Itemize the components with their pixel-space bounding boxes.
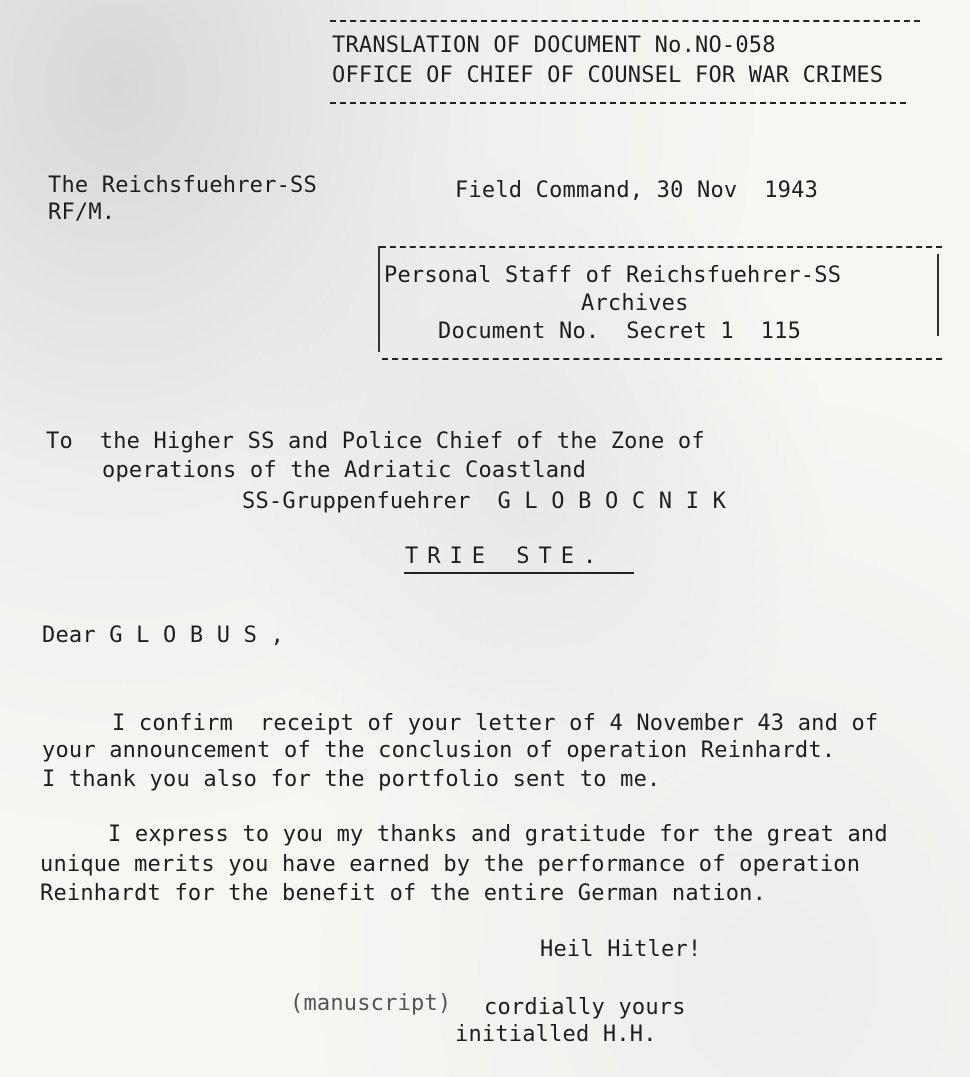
closing-initialled: initialled H.H.: [455, 1022, 657, 1047]
sender-line-2: RF/M.: [48, 200, 116, 225]
header-line-1: TRANSLATION OF DOCUMENT No.NO-058: [332, 33, 776, 58]
header-top-rule: [330, 20, 920, 22]
body-p1-line-3: I thank you also for the portfolio sent to me.: [42, 767, 661, 792]
dateline: Field Command, 30 Nov 1943: [455, 178, 819, 203]
header-line-2: OFFICE OF CHIEF OF COUNSEL FOR WAR CRIMES: [332, 63, 884, 88]
body-p2-line-1: I express to you my thanks and gratitude for the great and: [108, 822, 888, 847]
salutation: Dear G L O B U S ,: [42, 623, 285, 648]
recipient-line-2: operations of the Adriatic Coastland: [102, 458, 587, 483]
header-bottom-rule: [330, 102, 906, 104]
body-p2-line-2: unique merits you have earned by the performance of operation: [40, 852, 861, 877]
manuscript-note: (manuscript): [290, 991, 452, 1016]
closing-cordially: cordially yours: [484, 995, 686, 1020]
body-p1-line-2: your announcement of the conclusion of operation Reinhardt.: [42, 738, 836, 763]
sender-line-1: The Reichsfuehrer-SS: [48, 173, 317, 198]
stamp-right-edge: [937, 254, 939, 336]
recipient-city-underline: [404, 572, 634, 574]
recipient-city: TRIE STE.: [405, 544, 606, 569]
recipient-line-3: SS-Gruppenfuehrer G L O B O C N I K: [242, 489, 727, 514]
stamp-bottom-rule: [382, 358, 942, 360]
recipient-line-1: To the Higher SS and Police Chief of the Zone of: [46, 429, 705, 454]
stamp-line-1: Personal Staff of Reichsfuehrer-SS: [384, 263, 842, 288]
closing-greeting: Heil Hitler!: [540, 937, 702, 962]
body-p1-line-1: I confirm receipt of your letter of 4 November 43 and of: [112, 711, 879, 736]
stamp-top-rule: [380, 246, 942, 248]
stamp-left-edge: [378, 246, 380, 352]
stamp-line-3: Document No. Secret 1 115: [438, 319, 802, 344]
stamp-line-2: Archives: [581, 291, 689, 316]
body-p2-line-3: Reinhardt for the benefit of the entire German nation.: [40, 881, 767, 906]
